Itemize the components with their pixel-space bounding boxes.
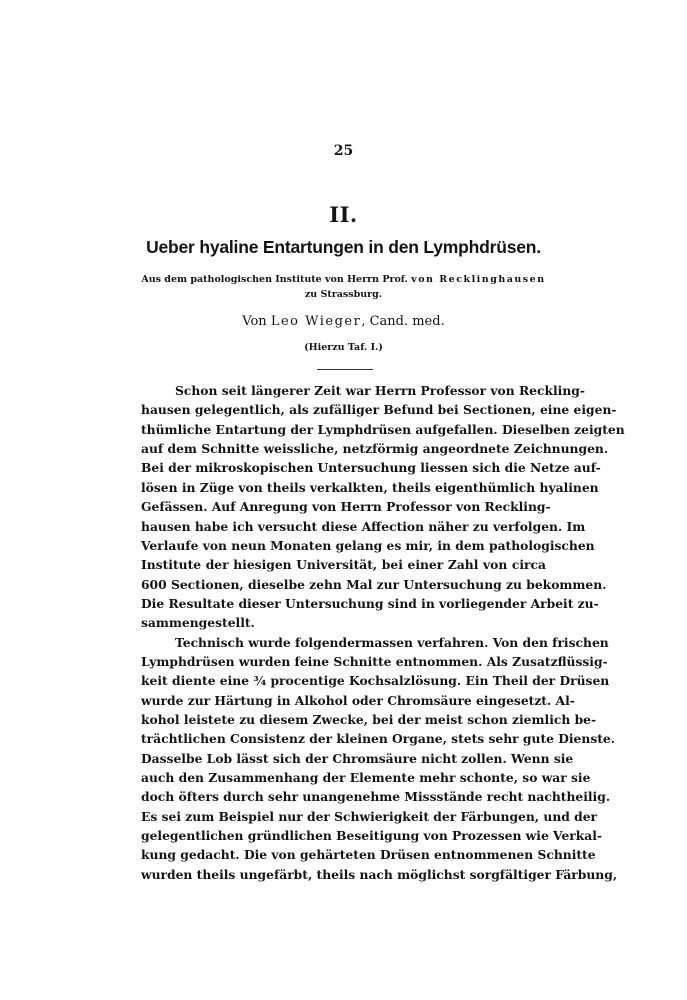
author-prefix: Von bbox=[242, 314, 267, 329]
author-line bbox=[0, 314, 687, 329]
body-line: trächtlichen Consistenz der kleinen Organe, stets sehr gute Dienste. bbox=[141, 731, 616, 747]
article-title: Ueber hyaline Entartungen in den Lymphdrüsen. bbox=[146, 237, 541, 257]
body-line: kohol leistete zu diesem Zwecke, bei der meist schon ziemlich be- bbox=[141, 712, 597, 727]
section-number: II. bbox=[329, 202, 358, 227]
body-line: Lymphdrüsen wurden feine Schnitte entnommen. Als Zusatzflüssig- bbox=[141, 653, 608, 669]
body-line: wurden theils ungefärbt, theils nach möglichst sorgfältiger Färbung, bbox=[141, 866, 618, 882]
body-line: auch den Zusammenhang der Elemente mehr schonte, so war sie bbox=[141, 770, 591, 785]
body-line: Dasselbe Lob lässt sich der Chromsäure nicht zollen. Wenn sie bbox=[141, 750, 574, 766]
body-line: Verlaufe von neun Monaten gelang es mir, in dem pathologischen bbox=[141, 537, 595, 553]
body-line: sammengestellt. bbox=[141, 615, 255, 631]
body-line: Institute der hiesigen Universität, bei einer Zahl von circa bbox=[141, 557, 546, 573]
author-name: Leo Wieger bbox=[270, 314, 362, 329]
institute-line-1 bbox=[0, 273, 687, 287]
body-line: lösen in Züge von theils verkalkten, theils eigenthümlich hyalinen bbox=[141, 479, 599, 495]
page-number: 25 bbox=[333, 143, 354, 159]
institute-line-2: zu Strassburg. bbox=[304, 289, 383, 300]
body-line: Es sei zum Beispiel nur der Schwierigkeit der Färbungen, und der bbox=[141, 808, 598, 824]
body-line: hausen habe ich versucht diese Affection näher zu verfolgen. Im bbox=[141, 518, 586, 534]
body-line: Bei der mikroskopischen Untersuchung liessen sich die Netze auf- bbox=[141, 460, 601, 476]
body-line: kung gedacht. Die von gehärteten Drüsen entnommenen Schnitte bbox=[141, 847, 596, 863]
body-line: Die Resultate dieser Untersuchung sind in vorliegender Arbeit zu- bbox=[141, 595, 599, 611]
body-line: keit diente eine ¾ procentige Kochsalzlösung. Ein Theil der Drüsen bbox=[141, 673, 610, 689]
body-line: Schon seit längerer Zeit war Herrn Professor von Reckling- bbox=[175, 383, 585, 398]
body-line: gelegentlichen gründlichen Beseitigung von Prozessen wie Verkal- bbox=[141, 828, 603, 843]
body-line: Gefässen. Auf Anregung von Herrn Professor von Reckling- bbox=[141, 499, 551, 515]
body-line: Technisch wurde folgendermassen verfahren. Von den frischen bbox=[175, 634, 609, 650]
institute-prefix: Aus dem pathologischen Institute von Herrn Prof. bbox=[141, 274, 408, 285]
body-line: doch öfters durch sehr unangenehme Missstände recht nachtheilig. bbox=[141, 789, 611, 805]
plate-note: (Hierzu Taf. I.) bbox=[304, 342, 383, 353]
body-line: thümliche Entartung der Lymphdrüsen aufgefallen. Dieselben zeigten bbox=[141, 421, 625, 437]
author-suffix: , Cand. med. bbox=[361, 314, 445, 329]
body-line: wurde zur Härtung in Alkohol oder Chromsäure eingesetzt. Al- bbox=[141, 692, 575, 708]
body-line: hausen gelegentlich, als zufälliger Befund bei Sectionen, eine eigen- bbox=[141, 402, 617, 418]
professor-name: von Recklinghausen bbox=[411, 274, 546, 285]
section-divider bbox=[317, 369, 373, 370]
body-line: auf dem Schnitte weissliche, netzförmig angeordnete Zeichnungen. bbox=[141, 441, 609, 457]
body-line: 600 Sectionen, dieselbe zehn Mal zur Untersuchung zu bekommen. bbox=[141, 576, 607, 592]
